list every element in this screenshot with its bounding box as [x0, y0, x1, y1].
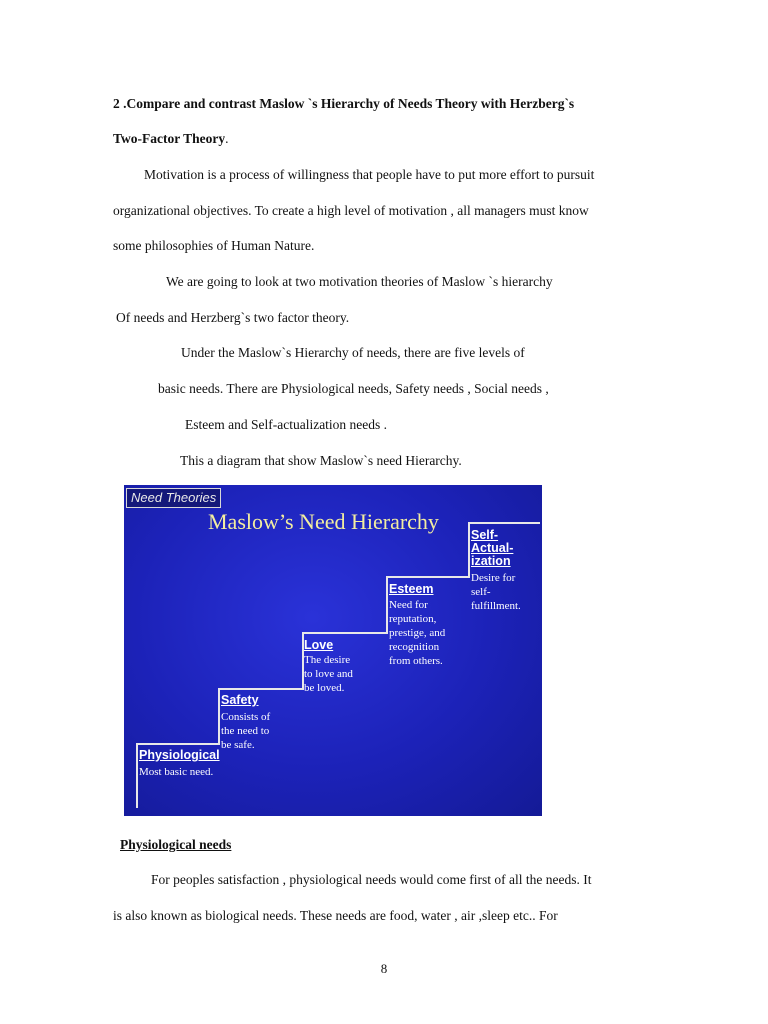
stair-riser	[136, 743, 138, 808]
stair-tread	[302, 632, 386, 634]
stair-tread	[468, 522, 540, 524]
paragraph-line: Under the Maslow`s Hierarchy of needs, there are five levels of	[181, 345, 525, 360]
paragraph-line: some philosophies of Human Nature.	[113, 238, 315, 253]
paragraph-line: organizational objectives. To create a high level of motivation , all managers must know	[113, 203, 589, 218]
step-heading-self-actualization: Self- Actual- ization	[471, 528, 514, 568]
stair-riser	[386, 576, 388, 634]
stair-tread	[218, 688, 302, 690]
slide-tag: Need Theories	[126, 488, 221, 508]
stair-riser	[468, 522, 470, 578]
step-description-esteem: Need for reputation, prestige, and recognition from others.	[389, 599, 446, 667]
stair-tread	[386, 576, 468, 578]
paragraph-line: We are going to look at two motivation theories of Maslow `s hierarchy	[166, 274, 553, 289]
step-heading-safety: Safety	[221, 693, 259, 707]
step-description-love: The desire to love and be loved.	[304, 654, 353, 694]
slide-title: Maslow’s Need Hierarchy	[208, 509, 439, 534]
paragraph-line: For peoples satisfaction , physiological needs would come first of all the needs. It	[151, 872, 592, 887]
question-period: .	[225, 131, 229, 146]
paragraph-line: Esteem and Self-actualization needs .	[185, 417, 388, 432]
step-description-physiological: Most basic need.	[139, 766, 214, 778]
paragraph-line: This a diagram that show Maslow`s need Hierarchy.	[180, 453, 462, 468]
section-heading: Physiological needs	[120, 837, 232, 852]
question-theory-name: Two-Factor Theory	[113, 131, 226, 146]
step-heading-esteem: Esteem	[389, 582, 434, 596]
stair-riser	[218, 688, 220, 745]
stair-tread	[136, 743, 218, 745]
step-heading-love: Love	[304, 638, 334, 652]
step-heading-physiological: Physiological	[139, 748, 220, 762]
paragraph-line: Of needs and Herzberg`s two factor theory.	[116, 310, 350, 325]
step-description-safety: Consists of the need to be safe.	[221, 711, 271, 751]
paragraph-line: basic needs. There are Physiological needs, Safety needs , Social needs ,	[158, 381, 549, 396]
paragraph-line: Motivation is a process of willingness that people have to put more effort to pursuit	[144, 167, 595, 182]
step-description-self-actualization: Desire for self- fulfillment.	[471, 572, 521, 612]
paragraph-line: is also known as biological needs. These needs are food, water , air ,sleep etc.. For	[113, 908, 558, 923]
maslow-slide-image	[124, 485, 542, 816]
question-line-2	[113, 130, 228, 148]
question-line-1: 2 .Compare and contrast Maslow `s Hierarchy of Needs Theory with Herzberg`s	[113, 96, 575, 111]
page-number: 8	[380, 961, 388, 976]
